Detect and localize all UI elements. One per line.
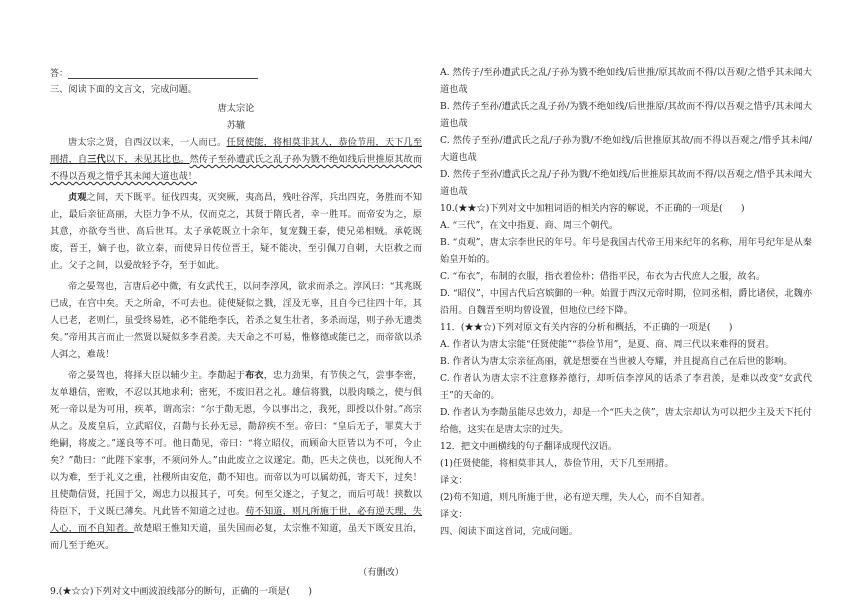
q11-option-c: C. 作者认为唐太宗不注意修养德行，却听信李淳风的话杀了李君羡，是难以改变“女武代王”的天命的。 [440,373,812,401]
question-9: 9.(★☆☆)下列对文中画波浪线部分的断句，正确的一项是( ) [50,586,312,597]
question-10: 10.(★★☆)下列对文中加粗词语的相关内容的解说，不正确的一项是( ) [440,203,745,214]
answer-line [50,66,260,79]
q11-option-b: B. 作者认为唐太宗亲征高丽，就是想要在当世被人夸耀，并且提高自己在后世的影响。 [440,356,793,367]
q9-option-c: C. 然传子至孙/遭武氏之乱/子孙为戮/不绝如线/后世推原其故/而不得以吾观之/惜乎其未闻/大道也哉 [440,135,812,163]
bold-term-buyi: 布衣 [245,370,264,381]
q10-option-c: C. “布衣”，布制的衣服，指衣着俭朴；借指平民，布衣为古代庶人之服，故名。 [440,271,766,282]
paragraph-2 [50,189,422,274]
q10-option-a: A. “三代”，在文中指夏、商、周三个朝代。 [440,220,619,231]
essay-author: 苏辙 [226,120,246,131]
wavy-underlined-sentence: 然传子至孙遭武氏之乱子孙为戮不绝如线后世推原其故而不得以吾观之惜乎其未闻大道也哉！ [50,154,423,182]
p4-text-3: 故楚昭王惟知天道，虽失国而必复，太宗惟不知道，虽天下既安且治，而几至于绝灭。 [50,523,423,551]
q12-sentence-1: (1)任贤使能，将相莫非其人，恭俭节用，天下几至刑措。 [440,458,674,469]
question-11: 11．(★★☆)下列对原文有关内容的分析和概括，不正确的一项是( ) [440,322,733,333]
q11-option-a: A. 作者认为唐太宗能“任贤使能”“恭俭节用”，是夏、商、周三代以来难得的贤君。 [440,339,775,350]
underlined-sentence-2: 苟不知道，则凡所施于世，必有逆天理，失人心，而不自知者。 [50,506,422,534]
right-column [440,64,812,540]
essay-title: 唐太宗论 [217,103,255,114]
q11-option-d: D. 作者认为李勣虽能尽忠效力，却是一个“匹夫之侠”，唐太宗却认为可以把少主及天下托付给他，这实在是唐太宗的过失。 [440,407,812,435]
q12-translation-label-2: 译文： [440,509,468,520]
section4-heading: 四、阅读下面这首词，完成问题。 [440,526,578,537]
q12-sentence-2: (2)苟不知道，则凡所施于世，必有逆天理，失人心，而不自知者。 [440,492,711,503]
underlined-sentence-1: 任贤使能，将相莫非其人，恭俭节用，天下几至刑措， [50,137,423,165]
p2-text: 之间，天下既平。征伐四夷，灭突厥，夷高昌，残吐谷浑，兵出四克，务胜而不知止，最后亲征高丽，大臣力争不从，仅而克之，其贤于隋氏者，幸一胜耳。而帝安为之，原其意，亦欲夸当世、高后世耳。太子承乾既立十余年，复宠魏王泰，使兄弟相贼。承乾既废，晋王，嫡子也，欲立泰，而使异日传位晋王，疑不能决，至引佩刀自刺，大臣救之而止。父子之间，以爱故轻予夺，至于如此。 [50,192,423,271]
bold-term-sandai: 三代 [87,154,106,165]
left-column [50,81,422,600]
q9-option-d: D. 然传子至孙/遭武氏之乱/子孙为戮/不绝如线/后世推原其故而不得/以吾观之/惜乎其未闻大道也哉 [440,169,812,197]
q9-option-b: B. 然传子至孙/遭武氏之乱子孙/为戮不绝如线/后世推原/其故而不得/以吾观之惜乎/其未闻大道也哉 [440,101,812,129]
question-12: 12．把文中画横线的句子翻译成现代汉语。 [440,441,618,452]
section3-heading: 三、阅读下面的文言文，完成问题。 [50,84,197,95]
q9-option-a: A. 然传子/至孙遭武氏之乱/子孙为戮不绝如线/后世推/原其故而不得/以吾观/之惜乎其未闻大道也哉 [440,67,812,95]
p1-text-2: 自 [77,154,88,165]
bold-term-zhenguan: 贞观 [68,192,87,203]
paragraph-1 [50,134,422,185]
paragraph-3: 帝之晏驾也，言唐后必中微，有女武代王，以问李淳风，欲求而杀之。淳风曰：“其兆既已成，在宫中矣。天之所命，不可去也。徒使疑似之戮，淫及无辜，且自今已往四十年，其人已老，老则仁，虽受终易姓，必不能绝李氏，若杀之复生壮者，多杀而逞，则子孙无遗类矣。”帝用其言而止一然贤以疑似多李君羡。夫天命之不可易，惟修德或能已之，而帝欲以杀人弭之，难哉！ [50,281,422,360]
answer-label: 答： [50,69,69,79]
paragraph-4 [50,367,422,554]
p4-text-2: ，忠力劲果，有节侠之气，尝事李密，友单雄信，密败，不忍以其地求利；密死，不废旧君之礼。雄信将戮，以股肉啖之，使与俱死一帝以是为可用，疾革，谓高宗：“尔于勣无恩，今以事出之，我死，即授以仆射。”高宗从之。及废皇后，立武昭仪，召勣与长孙无忌，勣辞疾不至。帝曰：“皇后无子，罪莫大于绝嗣，将废之。”遂良等不可。他日勣见，帝曰：“将立昭仪，而顾命大臣皆以为不可，今止矣？”勣曰：“此陛下家事，不须问外人。”由此废立之议遂定。勣，匹夫之侠也，以死徇人不以为难，至于礼义之重，社稷所由安危，勣不知也。而帝以为可以属幼孤，寄天下，过矣！且使勣信贤，托国于父，竭忠力以报其子，可矣。何至父逐之，子复之，而后可哉！挟数以待臣下，于义既已薄矣。凡此皆不知道之过也。 [50,370,423,517]
q10-option-d: D. “昭仪”，中国古代后宫嫔御的一种。始置于西汉元帝时期，位同丞相，爵比诸侯，北魏亦沿用。自魏晋至明均曾设置，但地位已经下降。 [440,288,812,316]
p1-text-3: 以下，未见其比也。 [105,154,190,165]
p4-text: 帝之晏驾也，将择大臣以辅少主。李勣起于 [68,370,246,381]
answer-blank [68,68,258,79]
q10-option-b: B. “贞观”，唐太宗李世民的年号。年号是我国古代帝王用来纪年的名称，用年号纪年是从秦始皇开始的。 [440,237,812,265]
source-note: （有删改） [358,567,404,578]
p1-text: 唐太宗之贤，自西汉以来，一人而已。 [68,137,227,148]
q12-translation-label-1: 译文： [440,475,468,486]
